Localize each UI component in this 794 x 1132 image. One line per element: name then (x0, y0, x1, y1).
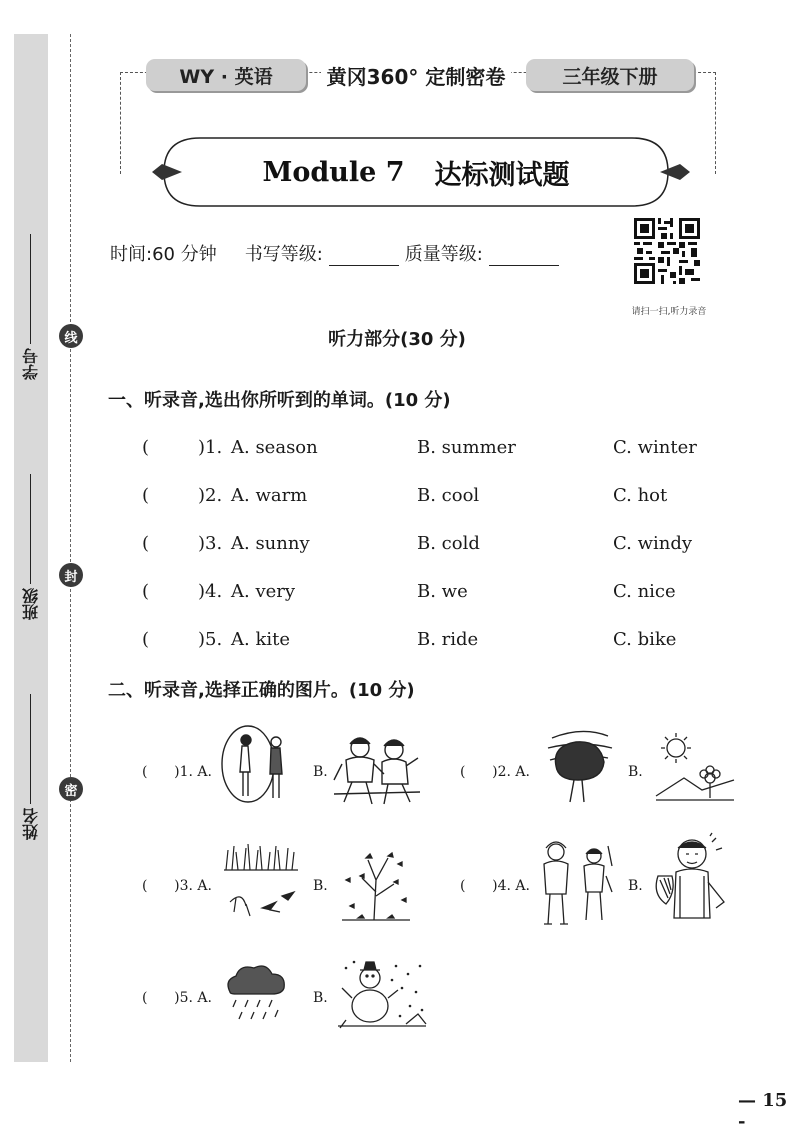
rain-cloud-icon[interactable] (222, 962, 292, 1028)
section1-title: 一、听录音,选出你所听到的单词。(10 分) (108, 390, 451, 411)
question-number: )1. (198, 437, 223, 458)
seal-line: 线 (59, 324, 83, 348)
pic-q4-b: B. (628, 878, 643, 894)
time-label: 时间:60 分钟 (110, 244, 217, 265)
option-b: B. summer (417, 437, 516, 458)
info-row (110, 240, 565, 266)
autumn-tree-icon[interactable] (338, 840, 414, 924)
answer-blank[interactable]: ( (142, 437, 150, 458)
option-b: B. cool (417, 485, 480, 506)
pic-q1-label: ( )1. A. (142, 764, 212, 780)
kids-in-scarves-icon[interactable] (332, 730, 422, 810)
answer-blank[interactable]: ( (142, 533, 150, 554)
seal-secret: 密 (59, 777, 83, 801)
student-number-text: 学号 (21, 348, 41, 380)
pic-q5-b: B. (313, 990, 328, 1006)
q4-row (0, 581, 794, 605)
quality-grade-blank[interactable] (489, 243, 559, 266)
q5-row (0, 629, 794, 653)
option-c: C. winter (613, 437, 697, 458)
answer-blank[interactable]: ( (142, 581, 150, 602)
page-title (160, 136, 672, 208)
qr-code-icon[interactable] (634, 218, 700, 284)
name-blank[interactable] (31, 694, 32, 804)
option-a: A. season (231, 437, 318, 458)
hot-boy-fan-icon[interactable] (652, 832, 734, 924)
module-title: Module 7 (262, 156, 405, 188)
question-number: )2. (198, 485, 223, 506)
option-a: A. very (231, 581, 296, 602)
title-banner (160, 136, 672, 208)
pic-q1-b: B. (313, 764, 328, 780)
student-number-label (14, 230, 48, 380)
pic-q3-label: ( )3. A. (142, 878, 212, 894)
header-row (146, 58, 694, 92)
q2-row (0, 485, 794, 509)
option-a: A. warm (231, 485, 308, 506)
option-a: A. kite (231, 629, 290, 650)
name-label (14, 680, 48, 840)
windy-tree-icon[interactable] (542, 726, 614, 804)
question-number: )4. (198, 581, 223, 602)
question-number: )3. (198, 533, 223, 554)
answer-blank[interactable]: ( (142, 485, 150, 506)
option-c: C. windy (613, 533, 693, 554)
pic-q3-b: B. (313, 878, 328, 894)
class-text: 班级 (21, 588, 41, 620)
right-diamond-icon (658, 162, 692, 182)
option-c: C. hot (613, 485, 668, 506)
option-b: B. cold (417, 533, 480, 554)
option-c: C. nice (613, 581, 676, 602)
page-number: — 15 - (738, 1090, 788, 1132)
option-b: B. we (417, 581, 468, 602)
series-title: 黄冈360° 定制密卷 (321, 61, 512, 90)
pic-q2-b: B. (628, 764, 643, 780)
qr-caption: 请扫一扫,听力录音 (631, 307, 707, 317)
writing-grade-blank[interactable] (329, 243, 399, 266)
pic-q4-label: ( )4. A. (460, 878, 530, 894)
answer-blank[interactable]: ( (142, 629, 150, 650)
spring-grass-swallows-icon[interactable] (222, 840, 302, 924)
test-title: 达标测试题 (434, 159, 570, 191)
left-diamond-icon (150, 162, 184, 182)
question-number: )5. (198, 629, 223, 650)
name-text: 姓名 (21, 808, 41, 840)
subject-pill: WY · 英语 (146, 59, 306, 91)
option-a: A. sunny (231, 533, 310, 554)
writing-grade-label: 书写等级: (244, 244, 323, 265)
quality-grade-label: 质量等级: (404, 244, 483, 265)
q3-row (0, 533, 794, 557)
snowman-icon[interactable] (336, 958, 428, 1030)
pic-q2-label: ( )2. A. (460, 764, 530, 780)
sunny-flower-icon[interactable] (654, 730, 736, 804)
cold-windy-kids-icon[interactable] (534, 836, 614, 928)
grade-pill: 三年级下册 (526, 59, 694, 91)
pic-q5-label: ( )5. A. (142, 990, 212, 1006)
option-b: B. ride (417, 629, 479, 650)
section2-title: 二、听录音,选择正确的图片。(10 分) (108, 680, 415, 701)
listening-part-title: 听力部分(30 分) (328, 329, 466, 350)
jump-rope-kids-icon[interactable] (218, 724, 298, 806)
q1-row (0, 437, 794, 461)
seal-seal: 封 (59, 563, 83, 587)
option-c: C. bike (613, 629, 677, 650)
